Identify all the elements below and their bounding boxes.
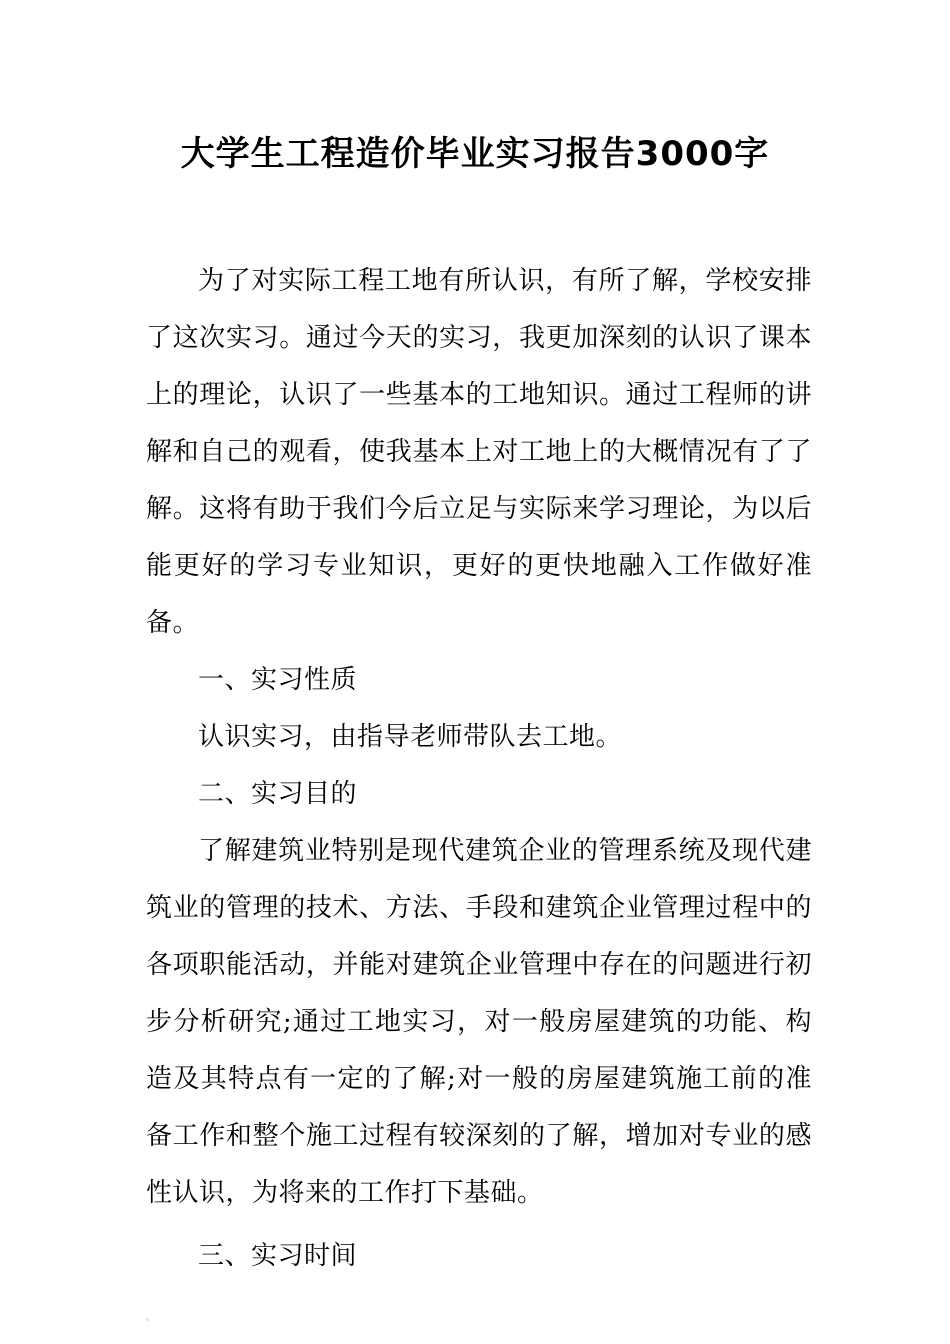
page-footer-mark <box>146 1318 149 1321</box>
section-heading-nature: 一、实习性质 <box>198 665 358 695</box>
purpose-paragraph: 了解建筑业特别是现代建筑企业的管理系统及现代建筑业的管理的技术、方法、手段和建筑企业管理过程中的各项职能活动，并能对建筑企业管理中存在的问题进行初步分析研究;通过工地实习，对一般房屋建筑的功能、构造及其特点有一定的了解;对一般的房屋建筑施工前的准备工作和整个施工过程有较深刻的了解，增加对专业的感性认识，为将来的工作打下基础。 <box>146 836 812 1208</box>
document-title: 大学生工程造价毕业实习报告3000字 <box>180 134 770 174</box>
nature-paragraph: 认识实习，由指导老师带队去工地。 <box>198 722 623 752</box>
section-heading-time: 三、实习时间 <box>198 1241 358 1271</box>
section-heading-purpose: 二、实习目的 <box>198 779 358 809</box>
intro-paragraph: 为了对实际工程工地有所认识，有所了解，学校安排了这次实习。通过今天的实习，我更加深刻的认识了课本上的理论，认识了一些基本的工地知识。通过工程师的讲解和自己的观看，使我基本上对工地上的大概情况有了了解。这将有助于我们今后立足与实际来学习理论，为以后能更好的学习专业知识，更好的更快地融入工作做好准备。 <box>146 266 812 638</box>
document-body <box>146 253 812 1285</box>
